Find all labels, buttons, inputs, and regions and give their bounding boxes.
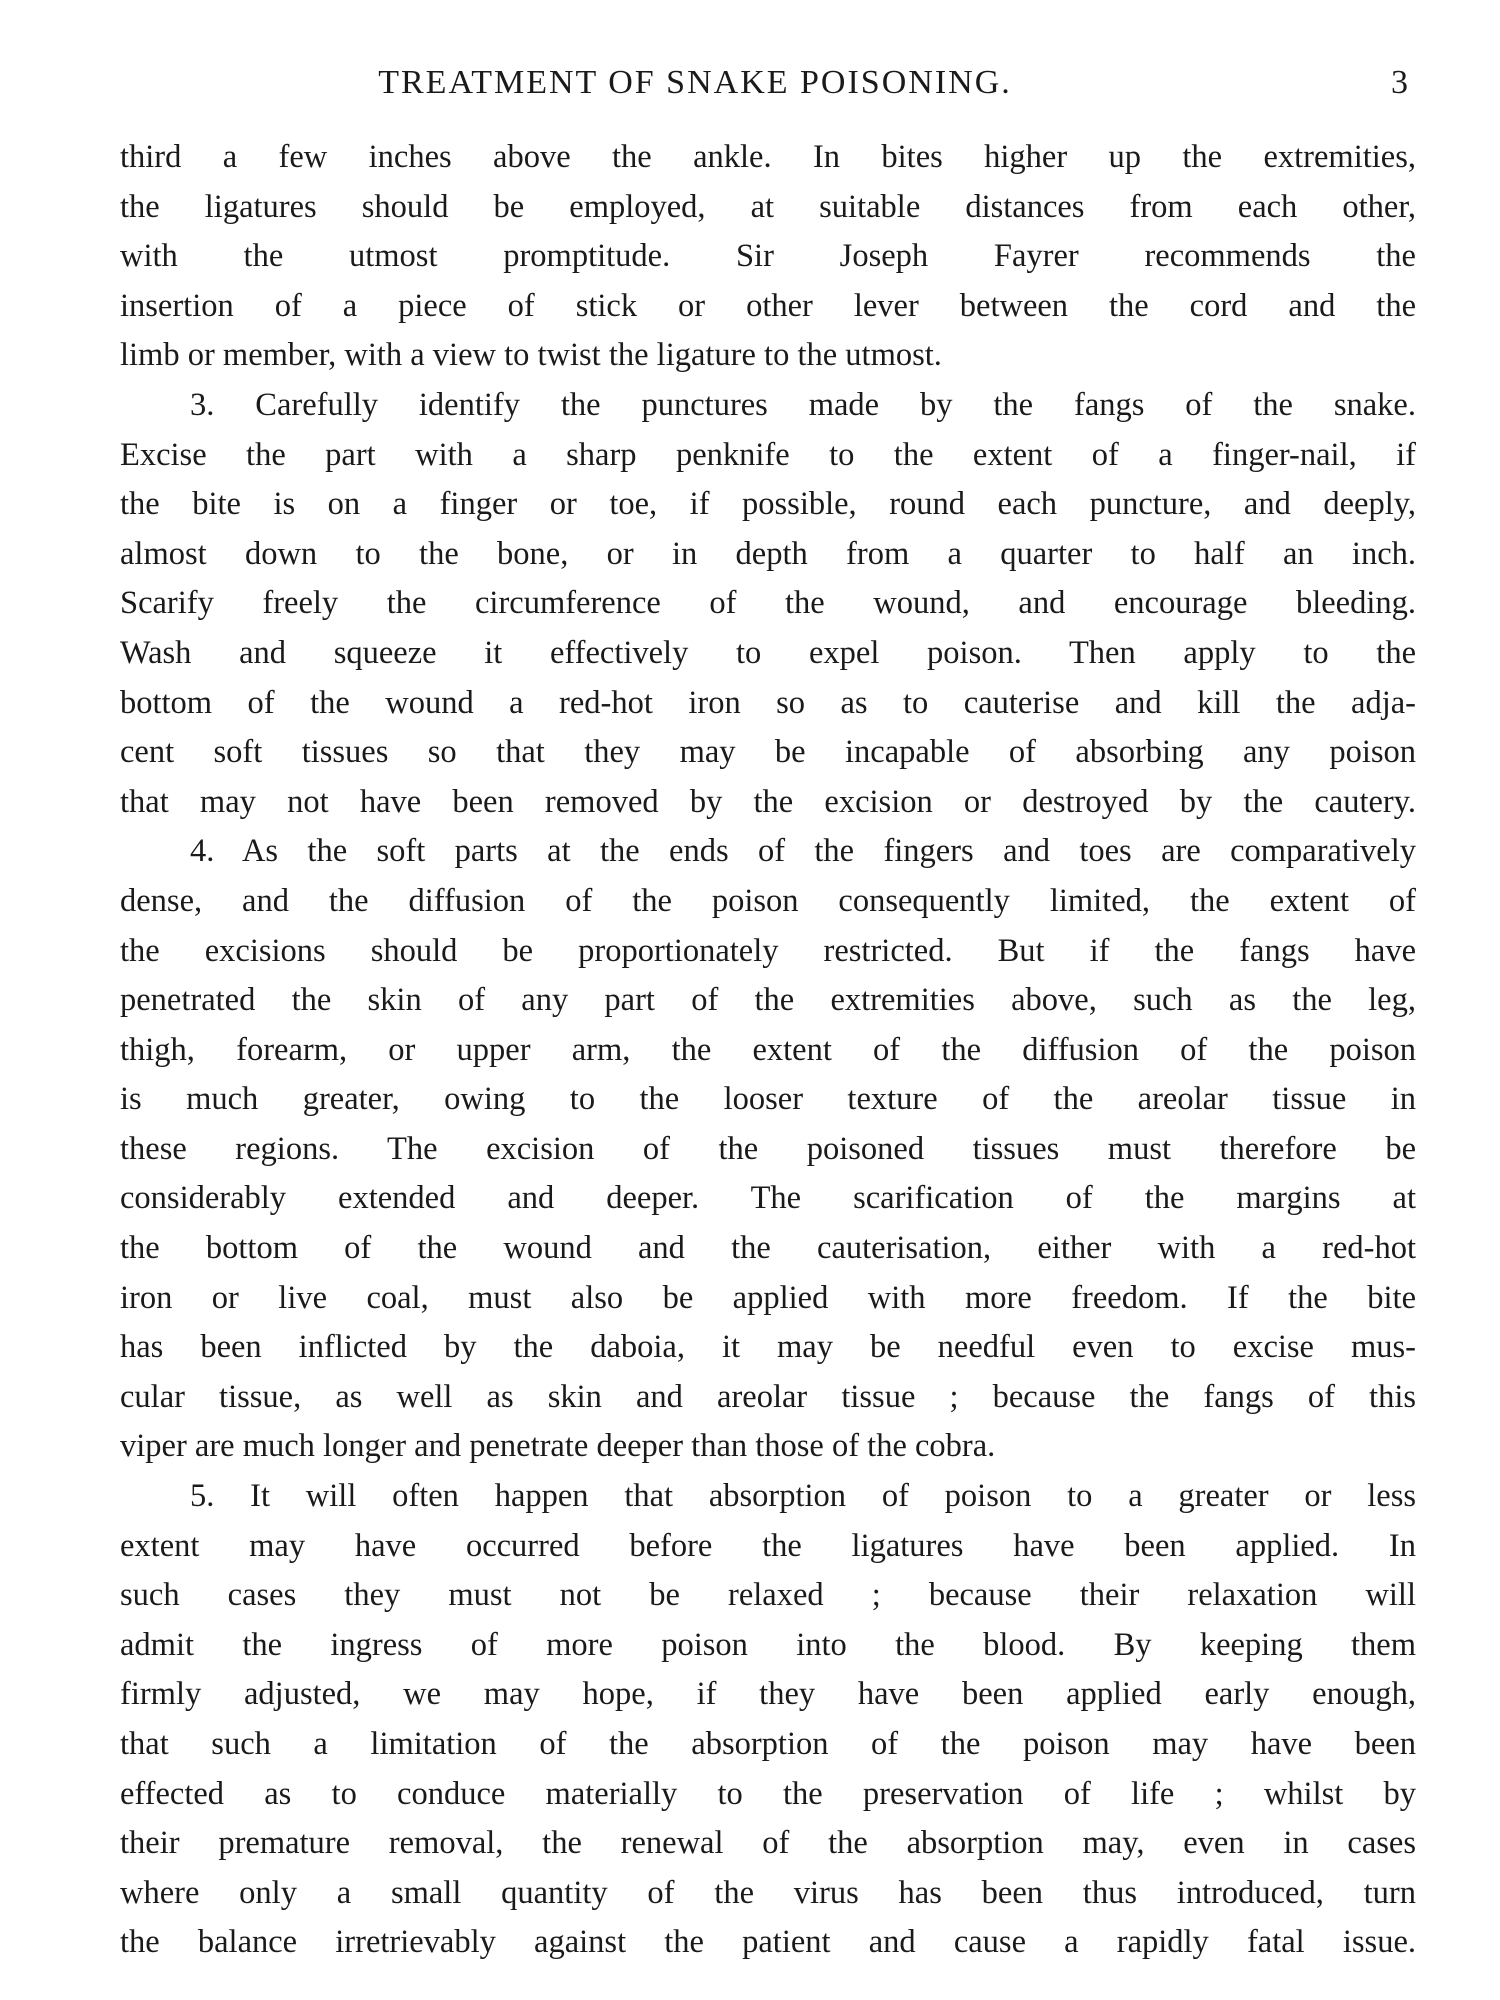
text-line: where only a small quantity of the virus has been thus introduced, turn bbox=[120, 1874, 1416, 1911]
paragraph-continuation bbox=[120, 133, 1416, 381]
text-line: insertion of a piece of stick or other lever between the cord and the bbox=[120, 287, 1416, 324]
text-line: cent soft tissues so that they may be incapable of absorbing any poison bbox=[120, 734, 1416, 771]
text-line: Scarify freely the circumference of the wound, and encourage bleeding. bbox=[120, 585, 1416, 622]
text-line: their premature removal, the renewal of the absorption may, even in cases bbox=[120, 1825, 1416, 1862]
text-line: admit the ingress of more poison into the blood. By keeping them bbox=[120, 1626, 1416, 1663]
text-line: thigh, forearm, or upper arm, the extent of the diffusion of the poison bbox=[120, 1031, 1416, 1068]
text-line: the bite is on a finger or toe, if possible, round each puncture, and deeply, bbox=[120, 486, 1416, 523]
text-line: that may not have been removed by the excision or destroyed by the cautery. bbox=[120, 783, 1416, 820]
paragraph-item-4 bbox=[120, 827, 1416, 1472]
text-line: penetrated the skin of any part of the extremities above, such as the leg, bbox=[120, 982, 1416, 1019]
text-line: cular tissue, as well as skin and areolar tissue ; because the fangs of this bbox=[120, 1378, 1416, 1415]
text-line: such cases they must not be relaxed ; because their relaxation will bbox=[120, 1577, 1416, 1614]
paragraph-item-5 bbox=[120, 1472, 1416, 1968]
text-line: limb or member, with a view to twist the ligature to the utmost. bbox=[120, 337, 942, 374]
page-title: TREATMENT OF SNAKE POISONING. bbox=[378, 64, 1012, 101]
text-line: the excisions should be proportionately restricted. But if the fangs have bbox=[120, 932, 1416, 969]
body-text bbox=[120, 133, 1416, 1968]
text-line: these regions. The excision of the poisoned tissues must therefore be bbox=[120, 1130, 1416, 1167]
text-line: effected as to conduce materially to the preservation of life ; whilst by bbox=[120, 1775, 1416, 1812]
page-number: 3 bbox=[1391, 64, 1408, 101]
paragraph-item-3 bbox=[120, 381, 1416, 827]
text-line: dense, and the diffusion of the poison consequently limited, the extent of bbox=[120, 882, 1416, 919]
text-line: Excise the part with a sharp penknife to the extent of a finger-nail, if bbox=[120, 436, 1416, 473]
text-line: viper are much longer and penetrate deeper than those of the cobra. bbox=[120, 1428, 996, 1465]
text-line: 5. It will often happen that absorption of poison to a greater or less bbox=[190, 1478, 1416, 1515]
text-line: almost down to the bone, or in depth from a quarter to half an inch. bbox=[120, 535, 1416, 572]
text-line: has been inflicted by the daboia, it may be needful even to excise mus- bbox=[120, 1329, 1416, 1366]
text-line: bottom of the wound a red-hot iron so as to cauterise and kill the adja- bbox=[120, 684, 1416, 721]
text-line: considerably extended and deeper. The scarification of the margins at bbox=[120, 1180, 1416, 1217]
text-line: extent may have occurred before the ligatures have been applied. In bbox=[120, 1527, 1416, 1564]
text-line: that such a limitation of the absorption of the poison may have been bbox=[120, 1726, 1416, 1762]
text-line: Wash and squeeze it effectively to expel poison. Then apply to the bbox=[120, 634, 1416, 671]
running-head bbox=[120, 58, 1420, 108]
text-line: the balance irretrievably against the patient and cause a rapidly fatal issue. bbox=[120, 1924, 1416, 1961]
text-line: is much greater, owing to the looser texture of the areolar tissue in bbox=[120, 1081, 1416, 1118]
text-line: the ligatures should be employed, at suitable distances from each other, bbox=[120, 188, 1416, 225]
text-line: with the utmost promptitude. Sir Joseph Fayrer recommends the bbox=[120, 238, 1416, 275]
text-line: firmly adjusted, we may hope, if they have been applied early enough, bbox=[120, 1676, 1416, 1713]
text-line: the bottom of the wound and the cauterisation, either with a red-hot bbox=[120, 1230, 1416, 1267]
text-line: 4. As the soft parts at the ends of the fingers and toes are comparatively bbox=[190, 833, 1416, 870]
text-line: third a few inches above the ankle. In bites higher up the extremities, bbox=[120, 139, 1416, 175]
text-line: iron or live coal, must also be applied with more freedom. If the bite bbox=[120, 1279, 1416, 1316]
text-line: 3. Carefully identify the punctures made by the fangs of the snake. bbox=[190, 386, 1416, 423]
